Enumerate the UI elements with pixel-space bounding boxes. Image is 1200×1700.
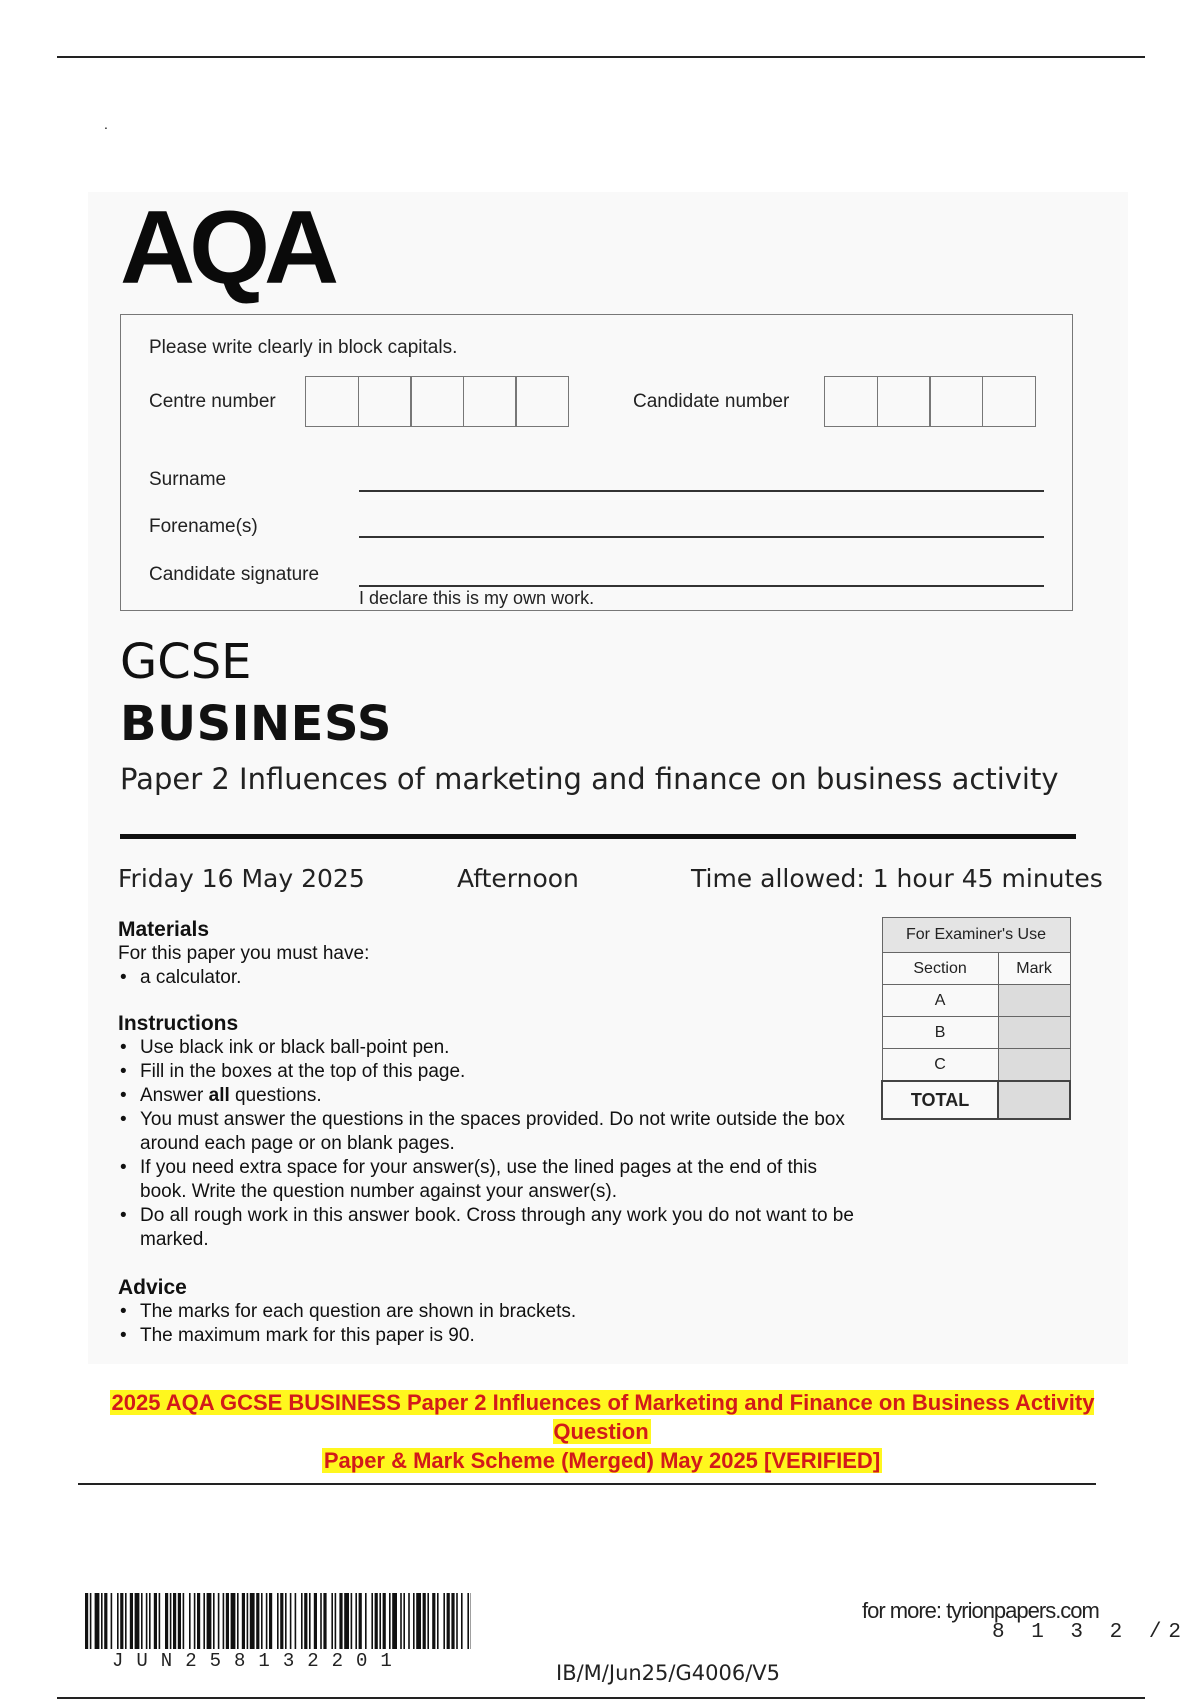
block-capitals-instruction: Please write clearly in block capitals. <box>149 337 458 358</box>
barcode-bar <box>90 1593 92 1649</box>
instruction-item: • If you need extra space for your answer(s), use the lined pages at the end of this book. Write the question number against your answer(s). <box>140 1156 858 1204</box>
barcode-bar <box>250 1593 255 1649</box>
candidate-number-digit-box[interactable] <box>877 376 931 427</box>
barcode-bar <box>389 1593 391 1649</box>
barcode-bar <box>135 1593 140 1649</box>
advice-item: • The maximum mark for this paper is 90. <box>140 1324 858 1348</box>
for-more-link[interactable]: for more: tyrionpapers.com <box>862 1598 1099 1623</box>
instruction-item: • Fill in the boxes at the top of this page. <box>140 1060 858 1084</box>
document-reference: IB/M/Jun25/G4006/V5 <box>556 1661 780 1685</box>
subject-title: BUSINESS <box>120 696 392 752</box>
barcode-bar <box>120 1593 123 1649</box>
barcode-bar <box>207 1593 212 1649</box>
barcode-bar <box>165 1593 168 1649</box>
barcode-bar <box>146 1593 148 1649</box>
materials-intro: For this paper you must have: <box>118 943 370 964</box>
barcode-bar <box>261 1593 263 1649</box>
signature-line[interactable] <box>359 585 1044 587</box>
barcode-bar <box>111 1593 113 1649</box>
advice-item: • The marks for each question are shown in brackets. <box>140 1300 858 1324</box>
barcode-bar <box>125 1593 127 1649</box>
centre-number-digit-box[interactable] <box>410 376 464 427</box>
barcode-bar <box>427 1593 429 1649</box>
barcode-bar <box>383 1593 386 1649</box>
barcode-bar <box>247 1593 249 1649</box>
barcode-bar <box>223 1593 225 1649</box>
barcode-bar <box>359 1593 362 1649</box>
barcode-bar <box>85 1593 88 1649</box>
barcode-bar <box>159 1593 161 1649</box>
barcode-bar <box>467 1593 469 1649</box>
mark-cell[interactable] <box>998 1017 1070 1049</box>
instructions-heading: Instructions <box>118 1012 239 1035</box>
barcode-bar <box>256 1593 259 1649</box>
barcode-bar <box>314 1593 317 1649</box>
barcode-bar <box>355 1593 357 1649</box>
candidate-number-digit-box[interactable] <box>824 376 878 427</box>
centre-number-digit-box[interactable] <box>515 376 569 427</box>
banner-line-1: 2025 AQA GCSE BUSINESS Paper 2 Influences of Marketing and Finance on Business Activity Question <box>111 1390 1095 1444</box>
qualification-title: GCSE <box>120 634 252 690</box>
barcode-bar <box>295 1593 297 1649</box>
barcode-bar <box>443 1593 445 1649</box>
exam-date: Friday 16 May 2025 <box>118 864 365 893</box>
barcode-bar <box>344 1593 349 1649</box>
barcode-bar <box>141 1593 143 1649</box>
surname-label: Surname <box>149 469 227 490</box>
materials-section <box>118 918 858 990</box>
highlighted-banner <box>92 1388 1112 1475</box>
barcode-bar <box>242 1593 245 1649</box>
materials-item: • a calculator. <box>140 966 858 990</box>
examiner-use-table <box>881 917 1071 1120</box>
barcode-bar <box>392 1593 397 1649</box>
barcode-bar <box>304 1593 307 1649</box>
banner-line-2: Paper & Mark Scheme (Merged) May 2025 [VERIFIED] <box>323 1448 881 1473</box>
examiner-use-title: For Examiner's Use <box>882 918 1070 953</box>
total-mark-cell[interactable] <box>998 1081 1070 1119</box>
centre-number-digit-box[interactable] <box>463 376 517 427</box>
instruction-item: • Do all rough work in this answer book. Cross through any work you do not want to be marked. <box>140 1204 858 1252</box>
barcode-bar <box>320 1593 322 1649</box>
barcode-bar <box>285 1593 287 1649</box>
barcode-bar <box>400 1593 402 1649</box>
barcode-bar <box>277 1593 279 1649</box>
forenames-line[interactable] <box>359 536 1044 538</box>
barcode-bar <box>403 1593 405 1649</box>
barcode-bar <box>197 1593 200 1649</box>
barcode-bar <box>375 1593 378 1649</box>
barcode-bar <box>101 1593 103 1649</box>
signature-label: Candidate signature <box>149 564 320 585</box>
time-allowed: Time allowed: 1 hour 45 minutes <box>691 864 1103 893</box>
barcode-bar <box>290 1593 292 1649</box>
footer-divider <box>78 1483 1096 1485</box>
barcode-bar <box>149 1593 151 1649</box>
barcode-bar <box>173 1593 176 1649</box>
barcode-bar <box>266 1593 268 1649</box>
candidate-number-digit-box[interactable] <box>929 376 983 427</box>
section-label: C <box>882 1049 998 1082</box>
barcode-bar <box>335 1593 337 1649</box>
barcode-bar <box>408 1593 410 1649</box>
instructions-section <box>118 1012 858 1252</box>
barcode-bar <box>365 1593 367 1649</box>
aqa-logo: AQA <box>120 190 334 306</box>
barcode-bar <box>301 1593 303 1649</box>
section-label: B <box>882 1017 998 1049</box>
candidate-number-label: Candidate number <box>633 391 790 412</box>
mark-cell[interactable] <box>998 985 1070 1017</box>
barcode-bar <box>456 1593 458 1649</box>
total-label: TOTAL <box>882 1081 998 1119</box>
barcode-bar <box>189 1593 191 1649</box>
section-column-header: Section <box>882 953 998 985</box>
instruction-item: • Answer all questions. <box>140 1084 858 1108</box>
advice-section <box>118 1276 858 1348</box>
barcode-bar <box>130 1593 133 1649</box>
instruction-item: • You must answer the questions in the spaces provided. Do not write outside the box around each page or on blank pages. <box>140 1108 858 1156</box>
candidate-details-box <box>120 314 1073 611</box>
forenames-label: Forename(s) <box>149 516 258 537</box>
materials-heading: Materials <box>118 918 210 941</box>
mark-column-header: Mark <box>998 953 1070 985</box>
centre-number-boxes[interactable] <box>305 376 568 427</box>
barcode-bar <box>170 1593 172 1649</box>
barcode-bar <box>309 1593 311 1649</box>
barcode-bar <box>237 1593 239 1649</box>
title-divider <box>120 834 1076 839</box>
paper-title: Paper 2 Influences of marketing and finance on business activity <box>120 762 1059 796</box>
barcode-bar <box>351 1593 353 1649</box>
barcode-bar <box>231 1593 236 1649</box>
centre-number-label: Centre number <box>149 391 276 412</box>
barcode-bar <box>339 1593 342 1649</box>
barcode-bar <box>323 1593 326 1649</box>
instruction-item: • Use black ink or black ball-point pen. <box>140 1036 858 1060</box>
barcode-bar <box>226 1593 229 1649</box>
surname-line[interactable] <box>359 490 1044 492</box>
barcode-bar <box>194 1593 196 1649</box>
barcode-bar <box>203 1593 205 1649</box>
barcode-bar <box>371 1593 373 1649</box>
barcode-bar <box>154 1593 157 1649</box>
barcode-bar <box>183 1593 185 1649</box>
barcode-bar <box>413 1593 415 1649</box>
barcode-bar <box>178 1593 181 1649</box>
advice-heading: Advice <box>118 1276 187 1299</box>
barcode-bar <box>379 1593 381 1649</box>
barcode-bar <box>280 1593 283 1649</box>
mark-cell[interactable] <box>998 1049 1070 1082</box>
barcode-image <box>85 1593 471 1649</box>
candidate-number-boxes[interactable] <box>824 376 1034 427</box>
centre-number-digit-box[interactable] <box>358 376 412 427</box>
barcode-bar <box>461 1593 463 1649</box>
candidate-number-digit-box[interactable] <box>982 376 1036 427</box>
barcode-bar <box>331 1593 333 1649</box>
barcode-bar <box>416 1593 421 1649</box>
barcode-bar <box>447 1593 450 1649</box>
barcode-bar <box>104 1593 107 1649</box>
barcode-bar <box>432 1593 435 1649</box>
barcode-bar <box>269 1593 272 1649</box>
section-label: A <box>882 985 998 1017</box>
centre-number-digit-box[interactable] <box>305 376 359 427</box>
top-rule <box>57 56 1145 58</box>
barcode-bar <box>95 1593 100 1649</box>
stray-mark: . <box>104 116 108 132</box>
barcode-bar <box>423 1593 426 1649</box>
barcode-bar <box>437 1593 439 1649</box>
barcode-digits: JUN258132201 <box>112 1650 405 1672</box>
exam-session: Afternoon <box>457 864 579 893</box>
bottom-rule <box>57 1697 1145 1699</box>
barcode-bar <box>213 1593 215 1649</box>
declaration-text: I declare this is my own work. <box>359 588 595 608</box>
barcode-bar <box>218 1593 220 1649</box>
barcode-bar <box>117 1593 119 1649</box>
paper-code: 8 1 3 2 /2 <box>992 1621 1189 1644</box>
barcode-bar <box>451 1593 454 1649</box>
